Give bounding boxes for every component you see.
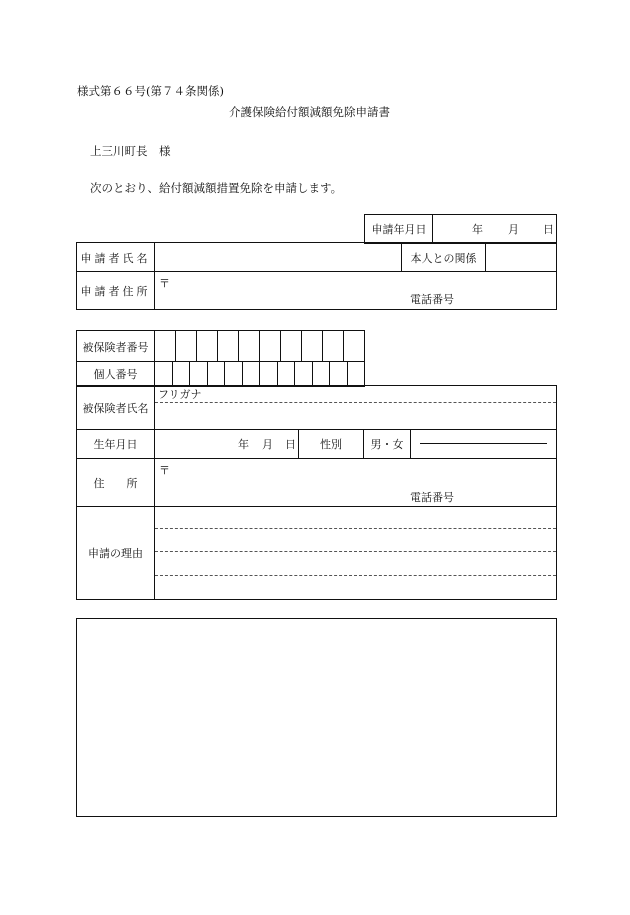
furigana-label: フリガナ — [158, 388, 202, 401]
personal-number-label: 個人番号 — [93, 367, 138, 381]
birth-date-field[interactable] — [155, 430, 298, 458]
gender-extra-field[interactable] — [411, 430, 556, 458]
applicant-name-field[interactable] — [155, 244, 401, 271]
personal-number-field[interactable] — [155, 362, 364, 385]
applicant-address-field[interactable] — [155, 272, 556, 309]
year-label: 年 — [472, 223, 483, 236]
insured-address-label: 住 所 — [93, 476, 138, 490]
month-label: 月 — [508, 223, 519, 236]
document-title: 介護保険給付額減額免除申請書 — [229, 105, 390, 119]
reason-label: 申請の理由 — [88, 547, 143, 560]
birth-year-label: 年 — [238, 438, 249, 451]
application-date-field[interactable] — [433, 216, 556, 242]
insured-address-field[interactable] — [155, 459, 556, 506]
intro-text: 次のとおり、給付額減額措置免除を申請します。 — [90, 181, 343, 195]
insured-number-field[interactable] — [155, 332, 364, 361]
form-number: 様式第６６号(第７４条関係) — [77, 84, 224, 98]
insured-number-label: 被保険者番号 — [82, 340, 149, 354]
applicant-name-label: 申請者氏名 — [80, 251, 151, 265]
postal-mark: 〒 — [159, 277, 170, 290]
relation-field[interactable] — [486, 244, 556, 271]
applicant-address-label: 申請者住所 — [80, 284, 151, 298]
application-date-label: 申請年月日 — [371, 223, 427, 236]
gender-selector[interactable]: 男・女 — [370, 438, 404, 451]
notes-box[interactable] — [76, 618, 557, 817]
reason-field[interactable] — [155, 507, 556, 599]
insured-name-field[interactable] — [155, 404, 556, 429]
birth-day-label: 日 — [285, 438, 296, 451]
addressee: 上三川町長 様 — [90, 144, 171, 158]
birth-date-label: 生年月日 — [93, 438, 138, 451]
birth-month-label: 月 — [262, 438, 273, 451]
insured-phone-label: 電話番号 — [410, 491, 454, 504]
furigana-field[interactable] — [210, 387, 556, 401]
relation-label: 本人との関係 — [410, 251, 477, 265]
day-label: 日 — [543, 223, 554, 236]
phone-label: 電話番号 — [410, 293, 454, 306]
gender-label: 性別 — [320, 438, 342, 451]
insured-postal-mark: 〒 — [159, 464, 170, 477]
insured-name-label: 被保険者氏名 — [82, 402, 149, 415]
